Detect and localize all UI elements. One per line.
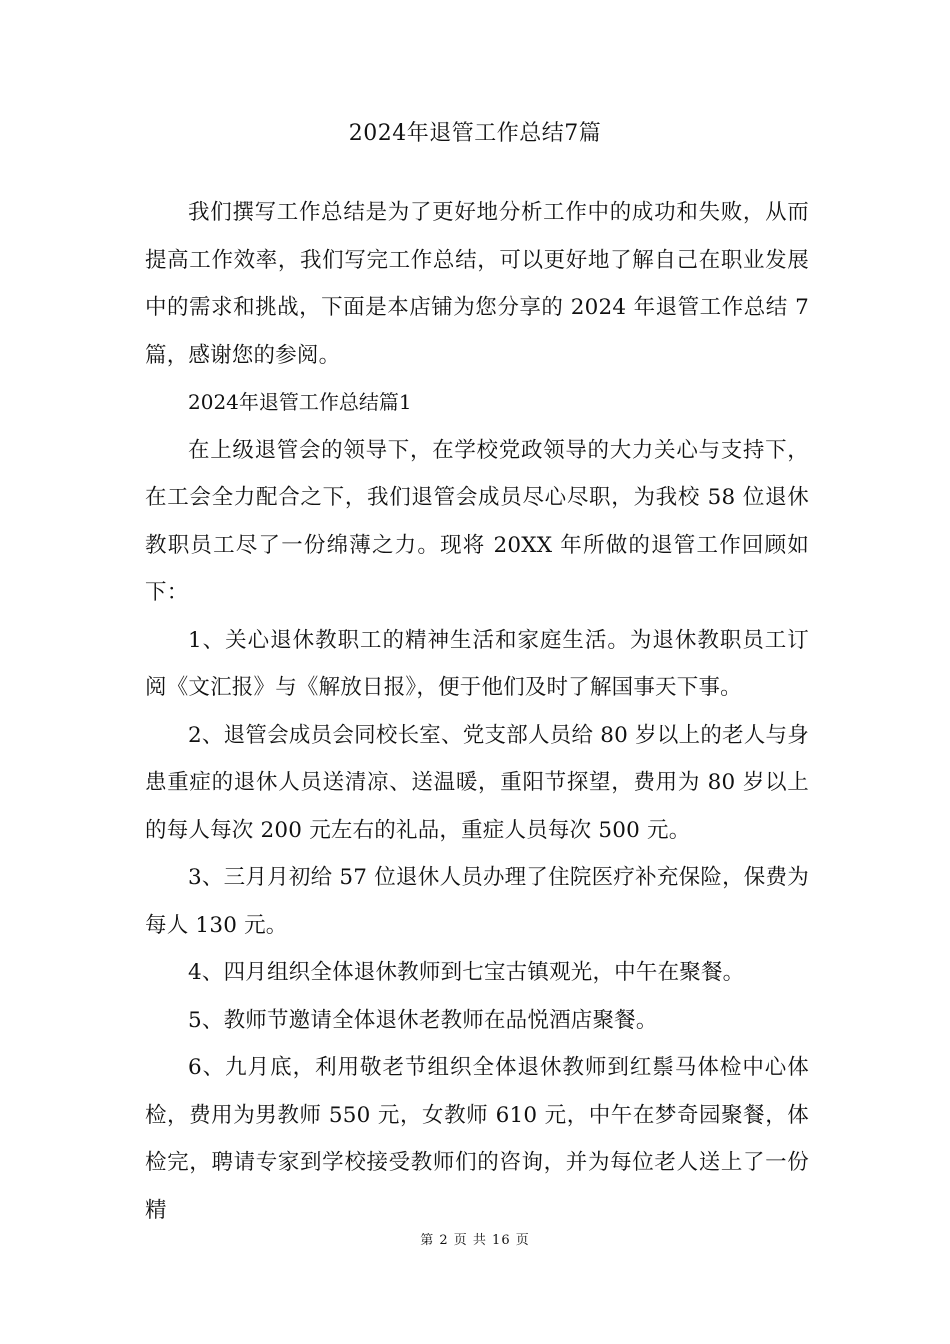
intro-paragraph: 我们撰写工作总结是为了更好地分析工作中的成功和失败，从而提高工作效率，我们写完工作总结，可以更好地了解自己在职业发展中的需求和挑战，下面是本店铺为您分享的 2024 年退管工作总结 7篇，感谢您的参阅。 bbox=[145, 200, 809, 368]
body-paragraph: 在上级退管会的领导下，在学校党政领导的大力关心与支持下，在工会全力配合之下，我们退管会成员尽心尽职，为我校 58 位退休教职员工尽了一份绵薄之力。现将 20XX 年所做的退管工作回顾如下： bbox=[145, 437, 809, 605]
body-paragraph: 3、三月月初给 57 位退休人员办理了住院医疗补充保险，保费为每人 130 元。 bbox=[145, 865, 809, 938]
page-number: 第 2 页 共 16 页 bbox=[420, 1233, 530, 1248]
body-paragraph: 5、教师节邀请全体退休老教师在品悦酒店聚餐。 bbox=[188, 1007, 658, 1033]
document-title: 2024年退管工作总结7篇 bbox=[348, 121, 602, 146]
section-heading: 2024年退管工作总结篇1 bbox=[188, 390, 412, 414]
body-paragraph: 6、九月底，利用敬老节组织全体退休教师到红鬃马体检中心体检，费用为男教师 550 元，女教师 610 元，中午在梦奇园聚餐，体检完，聘请专家到学校接受教师们的咨询，并为每位老人送上了一份精 bbox=[145, 1055, 809, 1223]
body-paragraph: 4、四月组织全体退休教师到七宝古镇观光，中午在聚餐。 bbox=[188, 960, 745, 985]
document-body bbox=[145, 189, 809, 1234]
body-paragraph: 1、关心退休教职工的精神生活和家庭生活。为退休教职员工订阅《文汇报》与《解放日报》，便于他们及时了解国事天下事。 bbox=[145, 627, 809, 700]
body-paragraph: 2、退管会成员会同校长室、党支部人员给 80 岁以上的老人与身患重症的退休人员送清凉、送温暖，重阳节探望，费用为 80 岁以上的每人每次 200 元左右的礼品，重症人员每次 500 元。 bbox=[145, 722, 809, 843]
